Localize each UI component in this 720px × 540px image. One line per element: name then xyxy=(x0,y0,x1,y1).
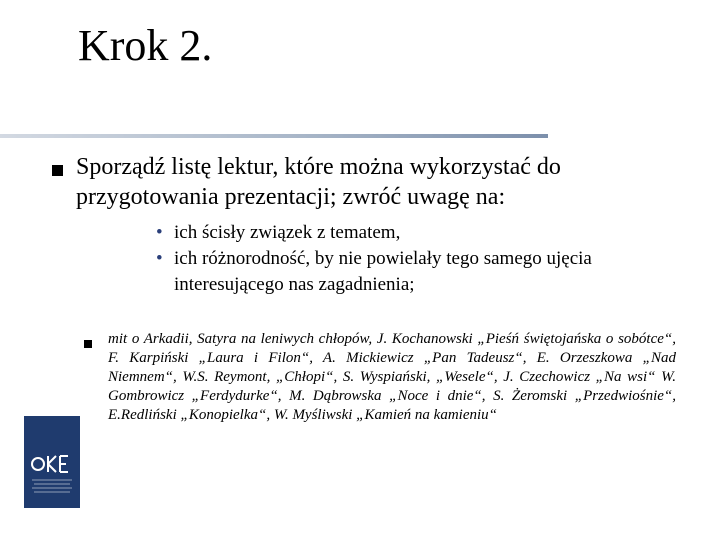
main-bullet-icon xyxy=(52,165,63,176)
dot-bullet-icon: • xyxy=(156,248,163,269)
sub-point-item xyxy=(156,220,676,246)
sub-point-text: ich ścisły związek z tematem, xyxy=(174,222,401,243)
sub-point-item xyxy=(156,246,676,298)
slide-title: Krok 2. xyxy=(78,21,213,70)
reading-list: mit o Arkadii, Satyra na leniwych chłopów, J. Kochanowski „Pieśń świętojańska o sobótce“, F. Karpiński „Laura i Filon“, A. Mickiewicz „Pan Tadeusz“, E. Orzeszkowa „Nad Niemnem“, W.S. Reymont, „Chłopi“, S. Wyspiański, „Wesele“, J. Czechowicz „Na wsi“ W. Gombrowicz „Ferdydurke“, M. Dąbrowska „Noce i dnie“, S. Żeromski „Przedwiośnie“, E.Redliński „Konopielka“, W. Myśliwski „Kamień na kamieniu“ xyxy=(108,331,676,423)
sub-point-text: ich różnorodność, by nie powielały tego samego ujęcia interesującego nas zagadnienia; xyxy=(174,248,592,295)
reading-bullet-icon xyxy=(84,340,92,348)
sub-point-list xyxy=(156,220,676,298)
oke-logo-icon xyxy=(24,416,80,508)
dot-bullet-icon: • xyxy=(156,222,163,243)
title-divider xyxy=(0,134,548,138)
main-point: Sporządź listę lektur, które można wykorzystać do przygotowania prezentacji; zwróć uwagę na: xyxy=(76,154,561,210)
oke-logo xyxy=(24,416,80,508)
